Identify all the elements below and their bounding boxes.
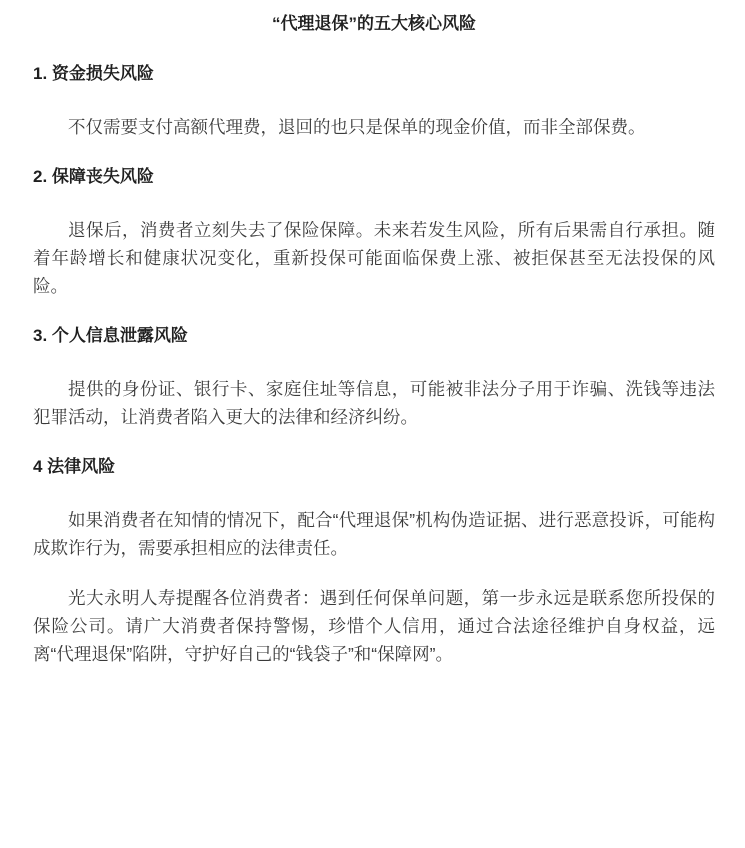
section-4-paragraph: 如果消费者在知情的情况下，配合“代理退保”机构伪造证据、进行恶意投诉，可能构成欺诈行为，需要承担相应的法律责任。 [33,510,715,558]
section-2-heading: 2. 保障丧失风险 [33,167,154,186]
risk-section-info-leak [33,322,715,431]
document-title: “代理退保”的五大核心风险 [272,14,476,33]
section-1-paragraph: 不仅需要支付高额代理费，退回的也只是保单的现金价值，而非全部保费。 [68,117,646,137]
risk-section-coverage-loss [33,163,715,300]
risk-section-fund-loss [33,60,715,141]
section-3-heading: 3. 个人信息泄露风险 [33,326,188,345]
closing-paragraph: 光大永明人寿提醒各位消费者：遇到任何保单问题，第一步永远是联系您所投保的保险公司。请广大消费者保持警惕，珍惜个人信用，通过合法途径维护自身权益，远离“代理退保”陷阱，守护好自己的“钱袋子”和“保障网”。 [33,588,715,664]
section-2-paragraph: 退保后，消费者立刻失去了保险保障。未来若发生风险，所有后果需自行承担。随着年龄增长和健康状况变化，重新投保可能面临保费上涨、被拒保甚至无法投保的风险。 [33,220,715,296]
section-1-heading: 1. 资金损失风险 [33,64,154,83]
section-4-heading: 4 法律风险 [33,457,116,476]
risk-section-legal [33,453,715,668]
section-3-paragraph: 提供的身份证、银行卡、家庭住址等信息，可能被非法分子用于诈骗、洗钱等违法犯罪活动，让消费者陷入更大的法律和经济纠纷。 [33,379,715,427]
